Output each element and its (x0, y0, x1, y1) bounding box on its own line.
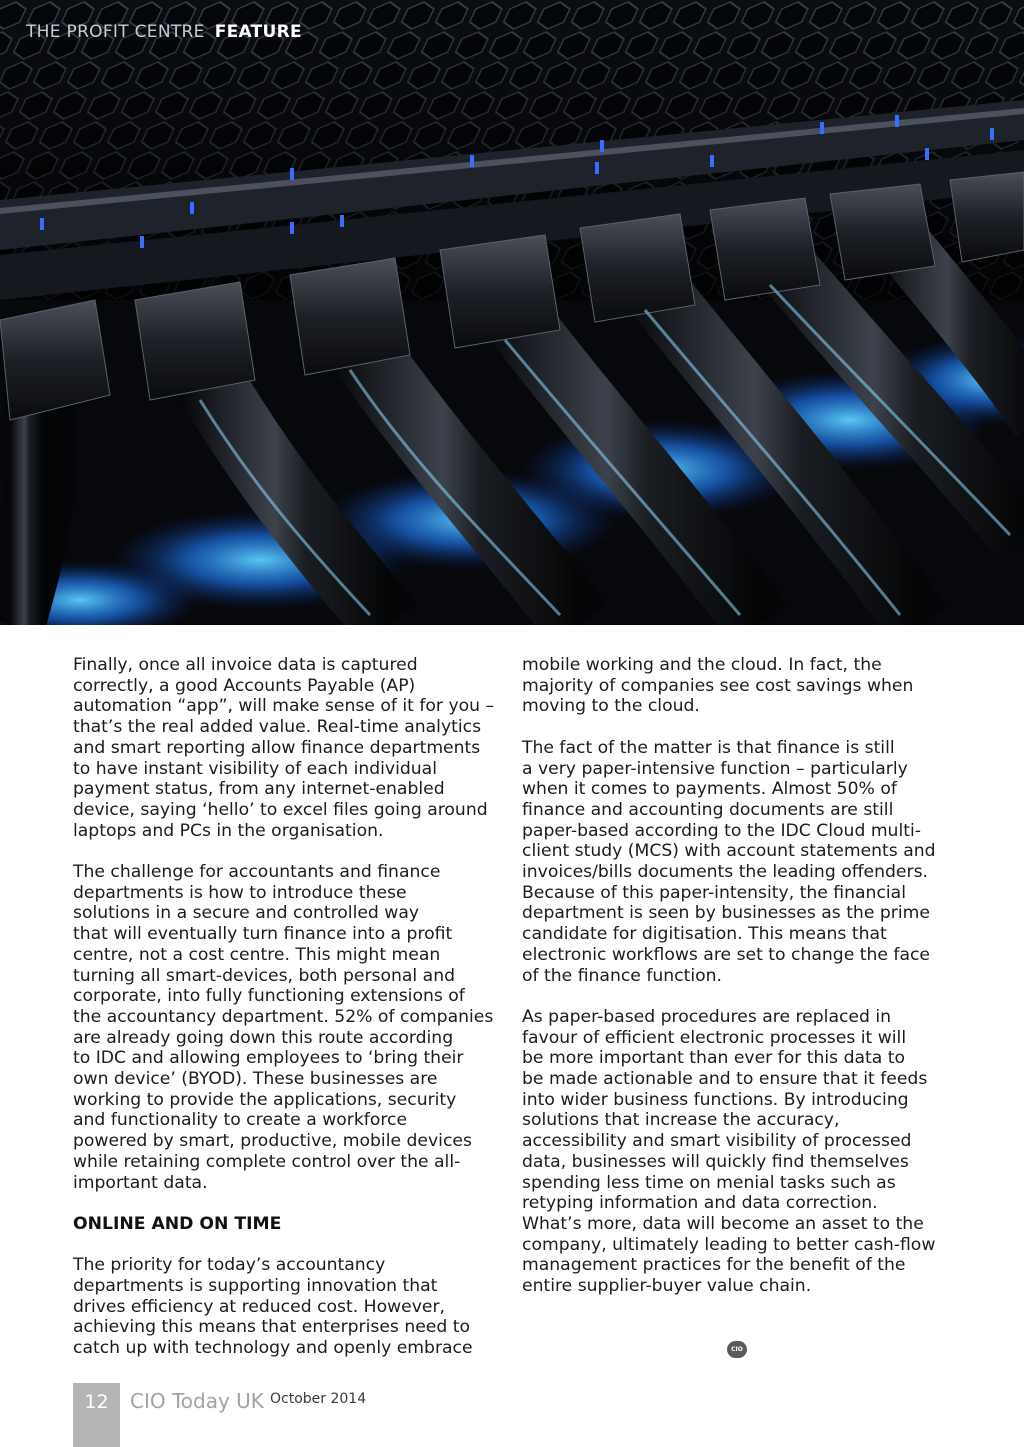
section-name: THE PROFIT CENTRE (26, 22, 205, 42)
publication-name: CIO Today UK (130, 1389, 264, 1413)
section-type: FEATURE (214, 22, 302, 42)
end-mark-text: CIO (731, 1346, 743, 1353)
subheading: ONLINE AND ON TIME (73, 1213, 282, 1234)
hero-image (0, 0, 1024, 625)
paragraph: The fact of the matter is that finance is still a very paper-intensive function – particularly when it comes to payments. Almost 50% of finance and accounting documents are still paper-based according to the IDC Cloud multi- client study (MCS) with account statements and invoices/bills documents the leading offenders. Because of this paper-intensity, the financial department is seen by businesses as the prime candidate for digitisation. This means that electronic workflows are set to change the face of the finance function. (522, 737, 936, 986)
page-number-tab (73, 1383, 120, 1447)
issue-date: October 2014 (270, 1391, 367, 1407)
paragraph: As paper-based procedures are replaced in favour of efficient electronic processes it will be more important than ever for this data to be made actionable and to ensure that it feeds into wider business functions. By introducing solutions that increase the accuracy, accessibility and smart visibility of processed data, businesses will quickly find themselves spending less time on menial tasks such as retyping information and data correction. What’s more, data will become an asset to the company, ultimately leading to better cash-flow management practices for the benefit of the entire supplier-buyer value chain. (522, 1006, 936, 1297)
network-cables-photo-icon (0, 0, 1024, 625)
paragraph: Finally, once all invoice data is captured correctly, a good Accounts Payable (AP) automation “app”, will make sense of it for you – that’s the real added value. Real-time analytics and smart reporting allow finance departments to have instant visibility of each individual payment status, from any internet-enabled device, saying ‘hello’ to excel files going around laptops and PCs in the organisation. (73, 655, 495, 841)
left-column (73, 655, 505, 1359)
section-header (26, 22, 302, 42)
paragraph: The challenge for accountants and finance departments is how to introduce these solutions in a secure and controlled way that will eventually turn finance into a profit centre, not a cost centre. This might mean turning all smart-devices, both personal and corporate, into fully functioning extensions of the accountancy department. 52% of companies are already going down this route according to IDC and allowing employees to ‘bring their own device’ (BYOD). These businesses are working to provide the applications, security and functionality to create a workforce powered by smart, productive, mobile devices while retaining complete control over the all- important data. (73, 862, 494, 1193)
right-column (522, 655, 954, 1297)
page-number: 12 (84, 1391, 109, 1413)
paragraph: The priority for today’s accountancy departments is supporting innovation that drives efficiency at reduced cost. However, achieving this means that enterprises need to catch up with technology and openly embrace (73, 1255, 473, 1359)
paragraph: mobile working and the cloud. In fact, the majority of companies see cost savings when moving to the cloud. (522, 655, 914, 717)
cio-logo-icon (727, 1341, 747, 1358)
